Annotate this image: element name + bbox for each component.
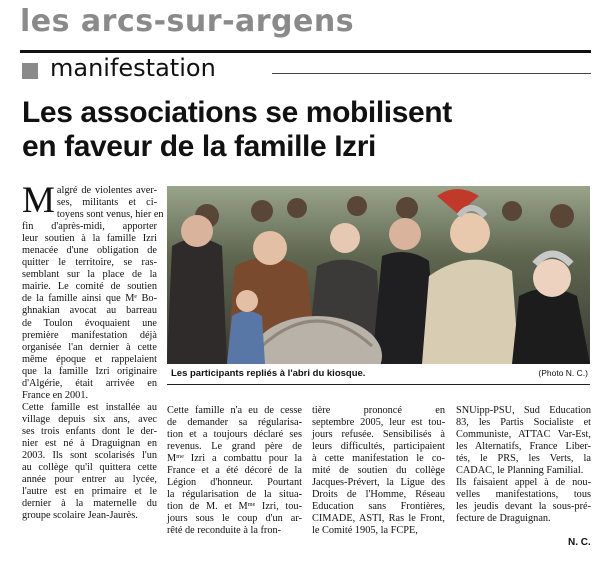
article-line: que la famille Izri originaire [22,365,157,377]
crowd-photo-icon [167,186,590,364]
article-line: au collège qu'il quittera cette [22,462,157,474]
article-line: tière prononcé en [312,405,445,416]
author-signature: N. C. [568,537,591,548]
article-headline [22,96,592,164]
article-line: nier est né à Draguignan en [22,437,157,449]
article-line: 83, les Partis Socialiste et [456,417,591,429]
photo-caption: Les participants repliés à l'abri du kiosque. [171,368,366,379]
town-heading: les arcs-sur-argens [20,4,355,39]
article-line: CADAC, le Planning Familial. [456,465,584,477]
rubric-rule [272,73,591,74]
article-line: mité de soutien du collège [312,465,445,477]
article-line: de demander sa régularisa- [167,417,302,429]
article-column-3 [312,405,445,538]
article-line: organisée l'an dernier à cette [22,341,157,353]
article-line: la régularisation de la situa- [167,489,302,501]
article-line: toyens sont venus, hier en [56,209,164,221]
article-line: France en 2001. [22,389,89,401]
article-line: Légion d'honneur. Pourtant [167,477,302,489]
article-line: ses trois enfants dont le der- [22,425,157,437]
article-line: menacée d'une obligation de [22,245,157,257]
article-line: jours refusée. Sensibilisés à [312,429,445,441]
article-line: groupe scolaire Jean-Jaurès. [22,510,138,522]
article-line: Mᵐᵉ Izri a combattu pour la [167,453,302,465]
article-line: septembre 2005, leur est tou- [312,417,445,429]
header-rule [20,50,591,53]
drop-cap: M [22,180,55,221]
article-line: village depuis six ans, avec [22,413,157,425]
article-column-2 [167,405,302,538]
article-line: de Toulon évoquaient une [22,317,157,329]
article-line: de la famille ainsi que Mᵉ Bo- [22,293,157,305]
article-line: revenus. Le grand père de [167,441,302,453]
article-line: semblant sur la place de la [22,269,157,281]
article-line: 2003. Ils sont scolarisés l'un [22,450,157,462]
photo-caption-bar [167,366,590,383]
article-line: algré de violentes aver- [56,185,157,196]
article-line: ses, militants et ci- [56,197,157,209]
headline-line-1: Les associations se mobilisent [22,96,452,129]
article-line: jours sous le coup d'un ar- [167,513,302,525]
article-line: CIMADE, ASTI, Ras le Front, [312,513,445,525]
article-line: Droits de l'Homme, Réseau [312,489,445,501]
article-line: première manifestation déjà [22,329,157,341]
article-line: ghnakian avocat au barreau [22,305,157,317]
article-line: même époque et rappelaient [22,353,157,365]
article-line: tés, le PRS, les Verts, la [456,453,591,465]
article-line: leurs difficultés, participaient [312,441,445,453]
article-line: Communiste, ATTAC Var-Est, [456,429,591,441]
article-line: Cette famille n'a eu de cesse [167,405,302,416]
article-line: les Alternatifs, France Liber- [456,441,591,453]
article-line: quitter le territoire, se ras- [22,257,157,269]
article-line: velles manifestations, tous [456,489,591,501]
article-line: Ils faisaient appel à de nou- [456,477,591,489]
article-column-1 [22,180,164,522]
article-line: leur soutien à la famille Izri [22,233,157,245]
article-line: tion et a toujours déclaré ses [167,429,302,441]
article-line: d'Algérie, était arrivée en [22,377,157,389]
rubric-square-icon [22,63,38,79]
photo-credit: (Photo N. C.) [538,368,588,378]
article-line: à cette manifestation le co- [312,453,445,465]
article-line: France et a été décoré de la [167,465,302,477]
article-line: rêté de reconduite à la fron- [167,525,282,537]
article-line: tion de M. et Mᵐᵉ Izri, tou- [167,501,302,513]
article-line: l'autre est en primaire et le [22,486,157,498]
article-line: dernier à la maternelle du [22,498,157,510]
article-line: Education sans Frontières, [312,501,445,513]
headline-line-2: en faveur de la famille Izri [22,130,376,163]
article-line: fecture de Draguignan. [456,513,551,525]
article-line: Jacques-Prévert, la Ligue des [312,477,445,489]
article-line: le Comité 1905, la FCPE, [312,525,418,537]
article-line: année pour entrer au lycée, [22,474,157,486]
rubric-label: manifestation [50,54,216,82]
article-line: fin d'après-midi, apporter [22,221,157,233]
article-column-4 [456,405,591,525]
article-line: Cette famille est installée au [22,401,157,413]
caption-rule [167,384,590,385]
article-line: SNUipp-PSU, Sud Education [456,405,591,416]
article-line: mairie. Le comité de soutien [22,281,157,293]
article-photo [167,186,590,364]
article-line: les jeudis devant la sous-pré- [456,501,591,513]
